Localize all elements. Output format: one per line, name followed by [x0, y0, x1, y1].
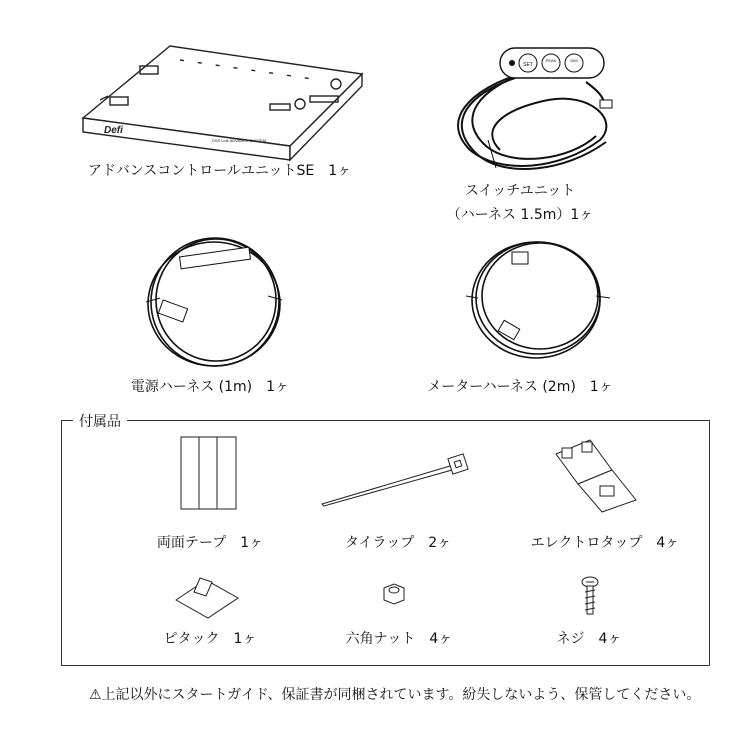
accessories-title: 付属品 — [73, 411, 127, 431]
cable-tie-label: タイラップ 2ヶ — [344, 535, 452, 551]
switch-button-peak: PEAK — [545, 58, 557, 63]
double-sided-tape-label: 両面テープ 1ヶ — [156, 535, 264, 551]
power-harness-label: 電源ハーネス (1m) 1ヶ — [130, 379, 290, 395]
notice-text: ⚠上記以外にスタートガイド、保証書が同梱されています。紛失しないよう、保管してください。 — [89, 687, 701, 703]
switch-button-set: SET — [523, 62, 533, 68]
switch-button-dim: DIM — [570, 58, 578, 63]
control-unit-brand: Defi — [104, 125, 123, 136]
screw-label: ネジ 4ヶ — [556, 631, 622, 647]
meter-harness-label: メーターハーネス (2m) 1ヶ — [427, 379, 613, 395]
switch-unit-label-line1: スイッチユニット — [464, 183, 576, 199]
switch-unit-label-line2: （ハーネス 1.5m）1ヶ — [446, 207, 594, 223]
electro-tap-label: エレクトロタップ 4ヶ — [530, 535, 680, 551]
pitack-label: ピタック 1ヶ — [163, 631, 257, 647]
hex-nut-label: 六角ナット 4ヶ — [345, 631, 453, 647]
control-unit-model: DSS Link ADVANCE SYSTEM — [212, 138, 267, 143]
control-unit-label: アドバンスコントロールユニットSE 1ヶ — [88, 163, 352, 179]
